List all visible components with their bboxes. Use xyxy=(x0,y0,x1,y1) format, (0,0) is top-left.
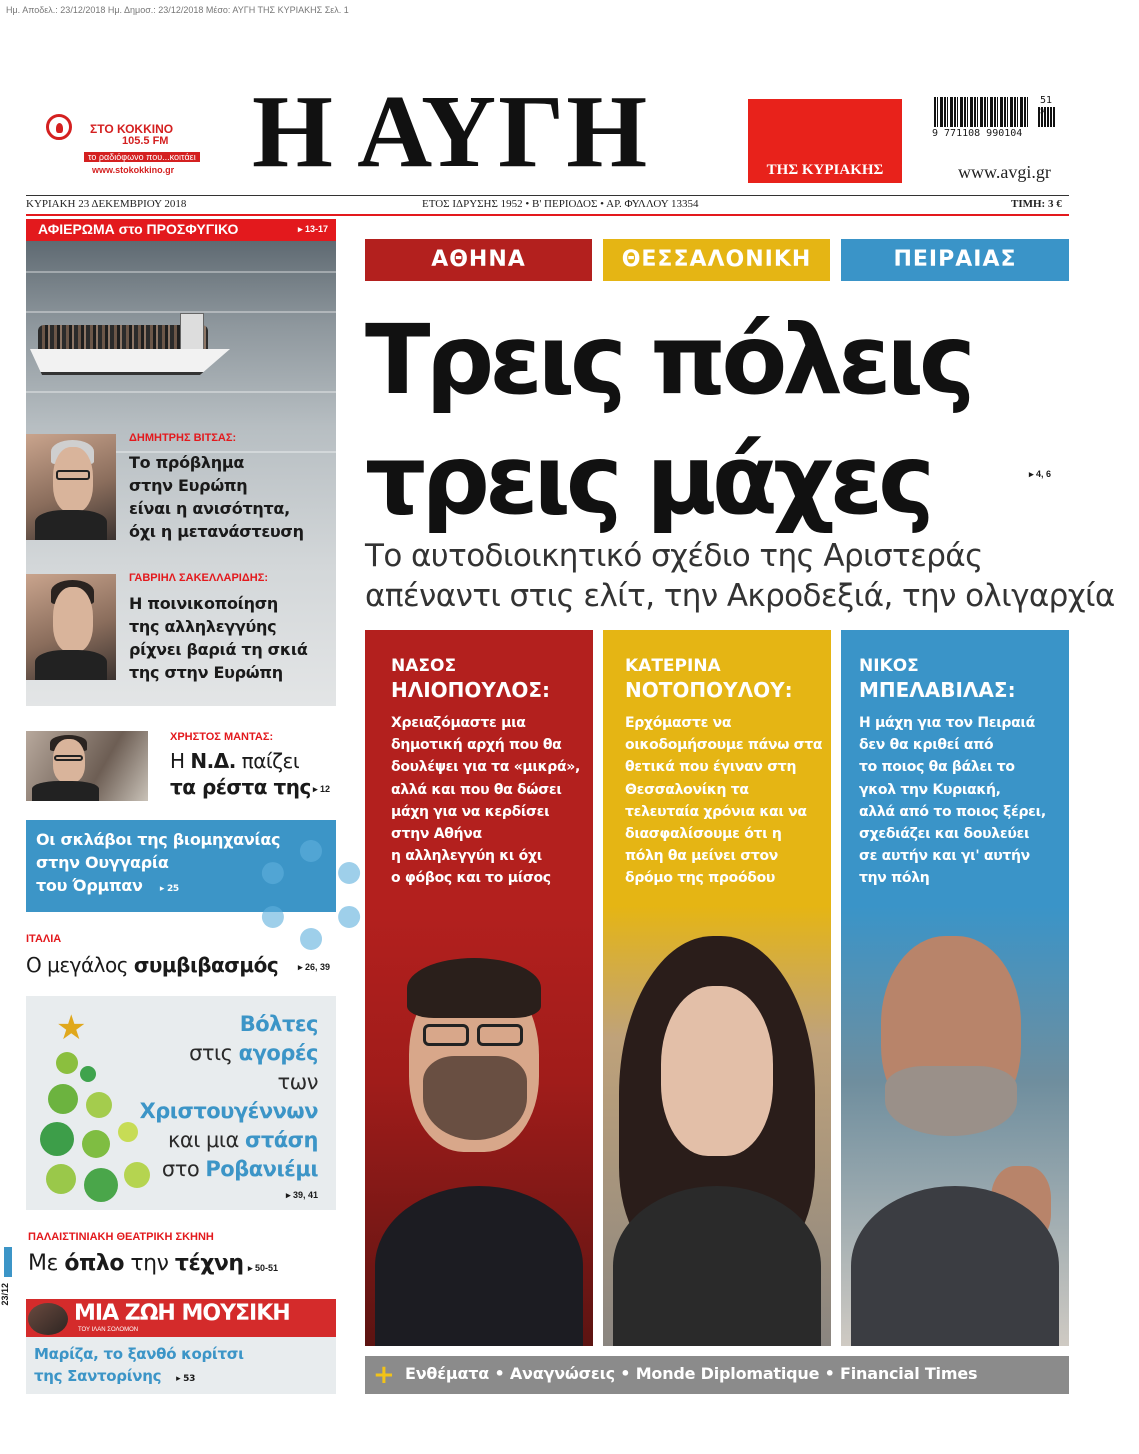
candidate-quote: Ερχόμαστε να οικοδομήσουμε πάνω στα θετικά που έγιναν στη Θεσσαλονίκη τα τελευταία χρόνια και να διασφαλίσουμε ότι η πόλη θα μείνει στον δρόμο της προόδου xyxy=(625,715,823,887)
music-column-title: ΜΙΑ ΖΩΗ ΜΟΥΣΙΚΗ xyxy=(74,1301,290,1326)
refugee-boat-image xyxy=(30,305,230,375)
city-tab-athens: ΑΘΗΝΑ xyxy=(365,239,592,281)
plus-icon: + xyxy=(373,1360,395,1390)
music-story xyxy=(26,1337,336,1394)
supplements-bar xyxy=(365,1356,1069,1394)
music-headline: Μαρίζα, το ξανθό κορίτσι της Σαντορίνης ▸ 53 xyxy=(34,1345,244,1385)
candidate-iliopoulos xyxy=(365,630,593,1346)
mantas-pages: ▸ 12 xyxy=(313,784,331,794)
candidate-photo xyxy=(841,906,1069,1346)
issue-date: ΚΥΡΙΑΚΗ 23 ΔΕΚΕΜΒΡΙΟΥ 2018 xyxy=(26,198,187,210)
candidate-photo xyxy=(365,906,593,1346)
headline-pages: ▸ 4, 6 xyxy=(1029,469,1052,479)
music-column-header xyxy=(26,1299,336,1337)
newspaper-logo: Η ΑΥΓΗ xyxy=(252,74,650,189)
candidate-name: ΝΙΚΟΣ ΜΠΕΛΑΒΙΛΑΣ: xyxy=(859,656,1016,702)
city-tab-thessaloniki: ΘΕΣΣΑΛΟΝΙΚΗ xyxy=(603,239,830,281)
refugee-section-title: ΑΦΙΕΡΩΜΑ στο ΠΡΟΣΦΥΓΙΚΟ xyxy=(38,221,239,237)
theatre-headline: Με όπλο την τέχνη xyxy=(28,1251,244,1276)
radio-name: ΣΤΟ ΚΟΚΚΙΝΟ xyxy=(90,122,174,136)
candidate-notopoulou xyxy=(603,630,831,1346)
mantas-line1: Η Ν.Δ. παίζει xyxy=(170,749,300,773)
candidate-photo xyxy=(603,906,831,1346)
side-tab xyxy=(4,1247,12,1277)
city-tab-piraeus: ΠΕΙΡΑΙΑΣ xyxy=(841,239,1069,281)
theatre-pages: ▸ 50-51 xyxy=(248,1263,279,1273)
candidate-belavilas xyxy=(841,630,1069,1346)
barcode-bars-icon xyxy=(934,97,1029,127)
sakellaridis-kicker: ΓΑΒΡΙΗΛ ΣΑΚΕΛΛΑΡΙΔΗΣ: xyxy=(129,572,268,584)
music-byline: ΤΟΥ ΙΛΑΝ ΣΟΛΟΜΟΝ xyxy=(78,1327,139,1333)
candidate-quote: Χρειαζόμαστε μια δημοτική αρχή που θα δουλέψει για τα «μικρά», αλλά και που θα δώσει μάχη για να κερδίσει στην Αθήνα η αλληλεγγύη κι όχι ο φόβος και το μίσος xyxy=(391,715,581,887)
issue-price: ΤΙΜΗ: 3 € xyxy=(1011,198,1062,210)
italy-pages: ▸ 26, 39 xyxy=(298,962,331,972)
theatre-kicker: ΠΑΛΑΙΣΤΙΝΙΑΚΗ ΘΕΑΤΡΙΚΗ ΣΚΗΝΗ xyxy=(28,1231,214,1243)
candidate-quote: Η μάχη για τον Πειραιά δεν θα κριθεί από το ποιος θα βάλει το γκολ την Κυριακή, αλλά από το ποιος ξέρει, σχεδιάζει και δουλεύει σε αυτήν και γι' αυτήν την πόλη xyxy=(859,715,1046,887)
rule-red xyxy=(26,214,1069,216)
main-subheadline: Το αυτοδιοικητικό σχέδιο της Αριστεράς απέναντι στις ελίτ, την Ακροδεξιά, την ολιγαρχία xyxy=(365,538,1115,614)
christmas-pages: ▸ 39, 41 xyxy=(285,1190,318,1200)
hungary-headline: Οι σκλάβοι της βιομηχανίας στην Ουγγαρία του Όρμπαν ▸ 25 xyxy=(36,830,281,895)
side-date: 23/12 xyxy=(0,1283,10,1306)
refugee-section-pages: ▸ 13-17 xyxy=(297,224,328,234)
mantas-kicker: ΧΡΗΣΤΟΣ ΜΑΝΤΑΣ: xyxy=(170,731,274,743)
italy-kicker: ΙΤΑΛΙΑ xyxy=(26,933,62,945)
supplements-list: Ενθέματα • Αναγνώσεις • Monde Diplomatique • Financial Times xyxy=(405,1364,978,1383)
radio-site: www.stokokkino.gr xyxy=(92,165,175,175)
edition-badge xyxy=(748,99,902,183)
candidate-name: ΝΑΣΟΣ ΗΛΙΟΠΟΥΛΟΣ: xyxy=(391,656,551,702)
mantas-photo xyxy=(26,731,148,801)
hungary-story xyxy=(26,820,336,912)
edition-label: ΤΗΣ ΚΥΡΙΑΚΗΣ xyxy=(766,162,884,178)
radio-tagline: το ραδιόφωνο που...κοιτάει xyxy=(84,152,200,162)
music-author-photo xyxy=(28,1303,68,1335)
mantas-line2: τα ρέστα της xyxy=(170,775,311,799)
christmas-markets-story xyxy=(26,996,336,1210)
candidate-name: ΚΑΤΕΡΙΝΑ ΝΟΤΟΠΟΥΛΟΥ: xyxy=(625,656,793,702)
refugee-section-header xyxy=(26,219,336,241)
star-icon: ★ xyxy=(56,1008,87,1048)
radio-ad xyxy=(40,108,200,178)
website-url: www.avgi.gr xyxy=(958,162,1051,182)
christmas-headline: Βόλτες στις αγορές των Χριστουγέννων και μια στάση στο Ροβανιέμι xyxy=(139,1012,318,1181)
barcode xyxy=(932,95,1060,145)
radio-frequency: 105.5 FM xyxy=(122,135,169,147)
main-headline: Τρεις πόλεις τρεις μάχες xyxy=(365,304,971,536)
rule-top xyxy=(26,195,1069,196)
sakellaridis-photo xyxy=(26,574,116,680)
sakellaridis-quote: Η ποινικοποίηση της αλληλεγγύης ρίχνει βαριά τη σκιά της στην Ευρώπη xyxy=(129,594,308,682)
radio-pin-icon xyxy=(46,114,72,140)
vitsas-kicker: ΔΗΜΗΤΡΗΣ ΒΙΤΣΑΣ: xyxy=(129,432,237,444)
vitsas-photo xyxy=(26,434,116,540)
barcode-number: 9 771108 990104 xyxy=(932,128,1023,139)
clipping-meta: Ημ. Αποδελ.: 23/12/2018 Ημ. Δημοσ.: 23/12/2018 Μέσο: ΑΥΓΗ ΤΗΣ ΚΥΡΙΑΚΗΣ Σελ. 1 xyxy=(6,5,349,15)
vitsas-quote: Το πρόβλημα στην Ευρώπη είναι η ανισότητα, όχι η μετανάστευση xyxy=(129,453,304,541)
issue-info: ΕΤΟΣ ΙΔΡΥΣΗΣ 1952 • Β' ΠΕΡΙΟΔΟΣ • ΑΡ. ΦΥΛΛΟΥ 13354 xyxy=(422,198,699,210)
italy-headline: Ο μεγάλος συμβιβασμός xyxy=(26,953,279,977)
issue-code: 51 > xyxy=(1040,95,1053,117)
